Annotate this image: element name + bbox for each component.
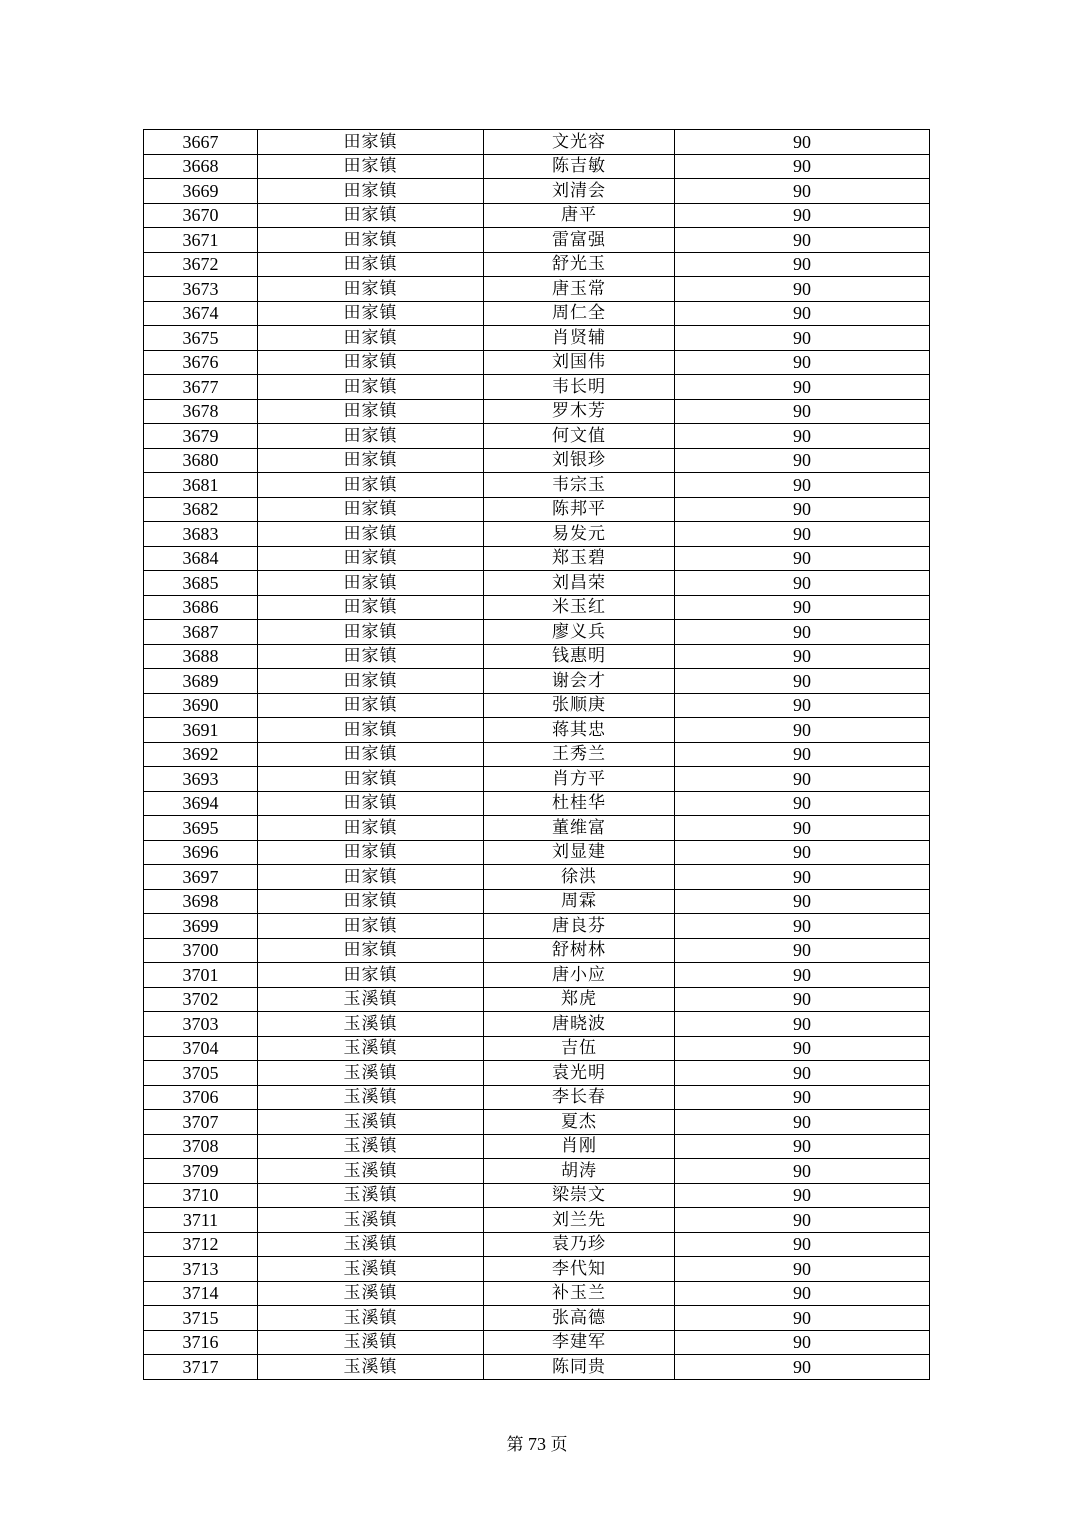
score-cell: 90	[675, 1281, 930, 1306]
name-cell: 郑虎	[484, 987, 675, 1012]
town-cell: 田家镇	[258, 693, 484, 718]
town-cell: 田家镇	[258, 889, 484, 914]
town-cell: 玉溪镇	[258, 1306, 484, 1331]
town-cell: 玉溪镇	[258, 1281, 484, 1306]
table-row	[144, 448, 930, 473]
page-number: 73	[528, 1434, 546, 1454]
row-number-cell: 3679	[144, 424, 258, 449]
row-number-cell: 3667	[144, 130, 258, 155]
name-cell: 蒋其忠	[484, 718, 675, 743]
name-cell: 刘清会	[484, 179, 675, 204]
town-cell: 田家镇	[258, 448, 484, 473]
row-number-cell: 3715	[144, 1306, 258, 1331]
score-cell: 90	[675, 522, 930, 547]
row-number-cell: 3675	[144, 326, 258, 351]
score-cell: 90	[675, 1012, 930, 1037]
name-cell: 肖贤辅	[484, 326, 675, 351]
row-number-cell: 3691	[144, 718, 258, 743]
town-cell: 田家镇	[258, 938, 484, 963]
table-row	[144, 693, 930, 718]
score-cell: 90	[675, 742, 930, 767]
name-cell: 唐小应	[484, 963, 675, 988]
row-number-cell: 3678	[144, 399, 258, 424]
name-cell: 吉伍	[484, 1036, 675, 1061]
town-cell: 田家镇	[258, 375, 484, 400]
table-row	[144, 1306, 930, 1331]
row-number-cell: 3707	[144, 1110, 258, 1135]
name-cell: 刘兰先	[484, 1208, 675, 1233]
score-cell: 90	[675, 301, 930, 326]
row-number-cell: 3712	[144, 1232, 258, 1257]
name-cell: 董维富	[484, 816, 675, 841]
table-row	[144, 1232, 930, 1257]
name-cell: 徐洪	[484, 865, 675, 890]
row-number-cell: 3668	[144, 154, 258, 179]
score-cell: 90	[675, 889, 930, 914]
town-cell: 田家镇	[258, 571, 484, 596]
town-cell: 田家镇	[258, 840, 484, 865]
table-row	[144, 1257, 930, 1282]
town-cell: 田家镇	[258, 350, 484, 375]
score-cell: 90	[675, 546, 930, 571]
row-number-cell: 3684	[144, 546, 258, 571]
name-cell: 韦长明	[484, 375, 675, 400]
name-cell: 夏杰	[484, 1110, 675, 1135]
name-cell: 雷富强	[484, 228, 675, 253]
town-cell: 玉溪镇	[258, 1134, 484, 1159]
town-cell: 田家镇	[258, 228, 484, 253]
table-row	[144, 1208, 930, 1233]
name-cell: 肖刚	[484, 1134, 675, 1159]
name-cell: 谢会才	[484, 669, 675, 694]
name-cell: 袁乃珍	[484, 1232, 675, 1257]
table-row	[144, 350, 930, 375]
score-cell: 90	[675, 350, 930, 375]
row-number-cell: 3686	[144, 595, 258, 620]
row-number-cell: 3674	[144, 301, 258, 326]
score-cell: 90	[675, 424, 930, 449]
town-cell: 玉溪镇	[258, 1208, 484, 1233]
town-cell: 田家镇	[258, 767, 484, 792]
page-suffix: 页	[550, 1435, 568, 1455]
town-cell: 玉溪镇	[258, 1232, 484, 1257]
table-row	[144, 228, 930, 253]
row-number-cell: 3696	[144, 840, 258, 865]
row-number-cell: 3699	[144, 914, 258, 939]
town-cell: 田家镇	[258, 203, 484, 228]
row-number-cell: 3700	[144, 938, 258, 963]
row-number-cell: 3673	[144, 277, 258, 302]
name-cell: 杜桂华	[484, 791, 675, 816]
name-cell: 唐平	[484, 203, 675, 228]
score-cell: 90	[675, 473, 930, 498]
town-cell: 玉溪镇	[258, 1330, 484, 1355]
score-cell: 90	[675, 718, 930, 743]
town-cell: 玉溪镇	[258, 1355, 484, 1380]
table-row	[144, 620, 930, 645]
row-number-cell: 3716	[144, 1330, 258, 1355]
town-cell: 玉溪镇	[258, 1183, 484, 1208]
score-cell: 90	[675, 154, 930, 179]
town-cell: 田家镇	[258, 644, 484, 669]
score-cell: 90	[675, 865, 930, 890]
name-cell: 舒光玉	[484, 252, 675, 277]
name-cell: 袁光明	[484, 1061, 675, 1086]
score-cell: 90	[675, 1036, 930, 1061]
row-number-cell: 3702	[144, 987, 258, 1012]
town-cell: 玉溪镇	[258, 1036, 484, 1061]
row-number-cell: 3687	[144, 620, 258, 645]
row-number-cell: 3690	[144, 693, 258, 718]
table-row	[144, 326, 930, 351]
score-cell: 90	[675, 326, 930, 351]
table-row	[144, 154, 930, 179]
name-cell: 补玉兰	[484, 1281, 675, 1306]
name-cell: 李长春	[484, 1085, 675, 1110]
table-row	[144, 473, 930, 498]
table-row	[144, 1183, 930, 1208]
table-row	[144, 987, 930, 1012]
name-cell: 王秀兰	[484, 742, 675, 767]
table-row	[144, 669, 930, 694]
table-row	[144, 179, 930, 204]
town-cell: 田家镇	[258, 791, 484, 816]
score-cell: 90	[675, 130, 930, 155]
score-cell: 90	[675, 595, 930, 620]
score-cell: 90	[675, 277, 930, 302]
table-row	[144, 914, 930, 939]
roster-table	[143, 129, 930, 1380]
score-cell: 90	[675, 1330, 930, 1355]
town-cell: 玉溪镇	[258, 987, 484, 1012]
row-number-cell: 3713	[144, 1257, 258, 1282]
table-row	[144, 840, 930, 865]
row-number-cell: 3670	[144, 203, 258, 228]
row-number-cell: 3714	[144, 1281, 258, 1306]
name-cell: 李建军	[484, 1330, 675, 1355]
score-cell: 90	[675, 228, 930, 253]
town-cell: 田家镇	[258, 424, 484, 449]
town-cell: 田家镇	[258, 497, 484, 522]
town-cell: 田家镇	[258, 595, 484, 620]
name-cell: 张顺庚	[484, 693, 675, 718]
town-cell: 田家镇	[258, 620, 484, 645]
name-cell: 刘显建	[484, 840, 675, 865]
table-row	[144, 865, 930, 890]
row-number-cell: 3717	[144, 1355, 258, 1380]
table-row	[144, 546, 930, 571]
name-cell: 罗木芳	[484, 399, 675, 424]
score-cell: 90	[675, 179, 930, 204]
score-cell: 90	[675, 791, 930, 816]
row-number-cell: 3683	[144, 522, 258, 547]
score-cell: 90	[675, 620, 930, 645]
table-row	[144, 816, 930, 841]
table-row	[144, 301, 930, 326]
table-row	[144, 130, 930, 155]
table-row	[144, 742, 930, 767]
town-cell: 田家镇	[258, 154, 484, 179]
table-row	[144, 1036, 930, 1061]
row-number-cell: 3671	[144, 228, 258, 253]
row-number-cell: 3688	[144, 644, 258, 669]
score-cell: 90	[675, 914, 930, 939]
row-number-cell: 3704	[144, 1036, 258, 1061]
table-row	[144, 889, 930, 914]
table-row	[144, 399, 930, 424]
name-cell: 肖方平	[484, 767, 675, 792]
table-row	[144, 203, 930, 228]
table-row	[144, 595, 930, 620]
table-row	[144, 1159, 930, 1184]
name-cell: 何文值	[484, 424, 675, 449]
town-cell: 玉溪镇	[258, 1257, 484, 1282]
row-number-cell: 3676	[144, 350, 258, 375]
name-cell: 陈同贵	[484, 1355, 675, 1380]
table-row	[144, 791, 930, 816]
score-cell: 90	[675, 448, 930, 473]
row-number-cell: 3694	[144, 791, 258, 816]
town-cell: 田家镇	[258, 963, 484, 988]
name-cell: 舒树林	[484, 938, 675, 963]
name-cell: 唐玉常	[484, 277, 675, 302]
table-row	[144, 644, 930, 669]
row-number-cell: 3710	[144, 1183, 258, 1208]
row-number-cell: 3709	[144, 1159, 258, 1184]
table-row	[144, 497, 930, 522]
town-cell: 田家镇	[258, 252, 484, 277]
row-number-cell: 3669	[144, 179, 258, 204]
row-number-cell: 3672	[144, 252, 258, 277]
name-cell: 陈吉敏	[484, 154, 675, 179]
score-cell: 90	[675, 1306, 930, 1331]
town-cell: 玉溪镇	[258, 1110, 484, 1135]
town-cell: 田家镇	[258, 718, 484, 743]
row-number-cell: 3689	[144, 669, 258, 694]
town-cell: 玉溪镇	[258, 1012, 484, 1037]
table-row	[144, 1355, 930, 1380]
score-cell: 90	[675, 1183, 930, 1208]
table-row	[144, 1012, 930, 1037]
score-cell: 90	[675, 644, 930, 669]
name-cell: 郑玉碧	[484, 546, 675, 571]
table-row	[144, 277, 930, 302]
row-number-cell: 3705	[144, 1061, 258, 1086]
score-cell: 90	[675, 840, 930, 865]
table-row	[144, 1330, 930, 1355]
row-number-cell: 3701	[144, 963, 258, 988]
score-cell: 90	[675, 1257, 930, 1282]
score-cell: 90	[675, 767, 930, 792]
row-number-cell: 3711	[144, 1208, 258, 1233]
table-row	[144, 1134, 930, 1159]
town-cell: 玉溪镇	[258, 1085, 484, 1110]
name-cell: 李代知	[484, 1257, 675, 1282]
table-row	[144, 571, 930, 596]
table-row	[144, 963, 930, 988]
row-number-cell: 3677	[144, 375, 258, 400]
row-number-cell: 3695	[144, 816, 258, 841]
table-row	[144, 375, 930, 400]
town-cell: 田家镇	[258, 473, 484, 498]
page-footer	[0, 1430, 1074, 1455]
score-cell: 90	[675, 1159, 930, 1184]
row-number-cell: 3692	[144, 742, 258, 767]
score-cell: 90	[675, 669, 930, 694]
name-cell: 廖义兵	[484, 620, 675, 645]
score-cell: 90	[675, 375, 930, 400]
score-cell: 90	[675, 1061, 930, 1086]
town-cell: 田家镇	[258, 865, 484, 890]
score-cell: 90	[675, 1208, 930, 1233]
page-prefix: 第	[506, 1435, 524, 1455]
table-row	[144, 767, 930, 792]
table-row	[144, 718, 930, 743]
table-row	[144, 938, 930, 963]
row-number-cell: 3682	[144, 497, 258, 522]
name-cell: 文光容	[484, 130, 675, 155]
name-cell: 唐良芬	[484, 914, 675, 939]
name-cell: 周仁全	[484, 301, 675, 326]
name-cell: 刘银珍	[484, 448, 675, 473]
score-cell: 90	[675, 816, 930, 841]
score-cell: 90	[675, 693, 930, 718]
row-number-cell: 3703	[144, 1012, 258, 1037]
town-cell: 田家镇	[258, 522, 484, 547]
row-number-cell: 3706	[144, 1085, 258, 1110]
score-cell: 90	[675, 252, 930, 277]
row-number-cell: 3693	[144, 767, 258, 792]
town-cell: 玉溪镇	[258, 1159, 484, 1184]
score-cell: 90	[675, 987, 930, 1012]
town-cell: 田家镇	[258, 816, 484, 841]
score-cell: 90	[675, 938, 930, 963]
town-cell: 田家镇	[258, 399, 484, 424]
name-cell: 周霖	[484, 889, 675, 914]
row-number-cell: 3685	[144, 571, 258, 596]
town-cell: 田家镇	[258, 546, 484, 571]
table-row	[144, 424, 930, 449]
roster-table-body	[144, 130, 930, 1380]
name-cell: 韦宗玉	[484, 473, 675, 498]
score-cell: 90	[675, 963, 930, 988]
row-number-cell: 3708	[144, 1134, 258, 1159]
town-cell: 玉溪镇	[258, 1061, 484, 1086]
table-row	[144, 1085, 930, 1110]
row-number-cell: 3681	[144, 473, 258, 498]
score-cell: 90	[675, 571, 930, 596]
row-number-cell: 3680	[144, 448, 258, 473]
town-cell: 田家镇	[258, 179, 484, 204]
score-cell: 90	[675, 1355, 930, 1380]
score-cell: 90	[675, 1085, 930, 1110]
name-cell: 陈邦平	[484, 497, 675, 522]
name-cell: 刘国伟	[484, 350, 675, 375]
row-number-cell: 3698	[144, 889, 258, 914]
name-cell: 张高德	[484, 1306, 675, 1331]
town-cell: 田家镇	[258, 277, 484, 302]
table-row	[144, 1061, 930, 1086]
town-cell: 田家镇	[258, 914, 484, 939]
table-row	[144, 1281, 930, 1306]
score-cell: 90	[675, 497, 930, 522]
table-row	[144, 522, 930, 547]
name-cell: 米玉红	[484, 595, 675, 620]
town-cell: 田家镇	[258, 326, 484, 351]
town-cell: 田家镇	[258, 669, 484, 694]
name-cell: 刘昌荣	[484, 571, 675, 596]
table-row	[144, 252, 930, 277]
score-cell: 90	[675, 399, 930, 424]
score-cell: 90	[675, 1134, 930, 1159]
score-cell: 90	[675, 1110, 930, 1135]
table-row	[144, 1110, 930, 1135]
score-cell: 90	[675, 203, 930, 228]
name-cell: 唐晓波	[484, 1012, 675, 1037]
score-cell: 90	[675, 1232, 930, 1257]
name-cell: 梁崇文	[484, 1183, 675, 1208]
town-cell: 田家镇	[258, 742, 484, 767]
name-cell: 胡涛	[484, 1159, 675, 1184]
row-number-cell: 3697	[144, 865, 258, 890]
town-cell: 田家镇	[258, 130, 484, 155]
town-cell: 田家镇	[258, 301, 484, 326]
name-cell: 易发元	[484, 522, 675, 547]
name-cell: 钱惠明	[484, 644, 675, 669]
